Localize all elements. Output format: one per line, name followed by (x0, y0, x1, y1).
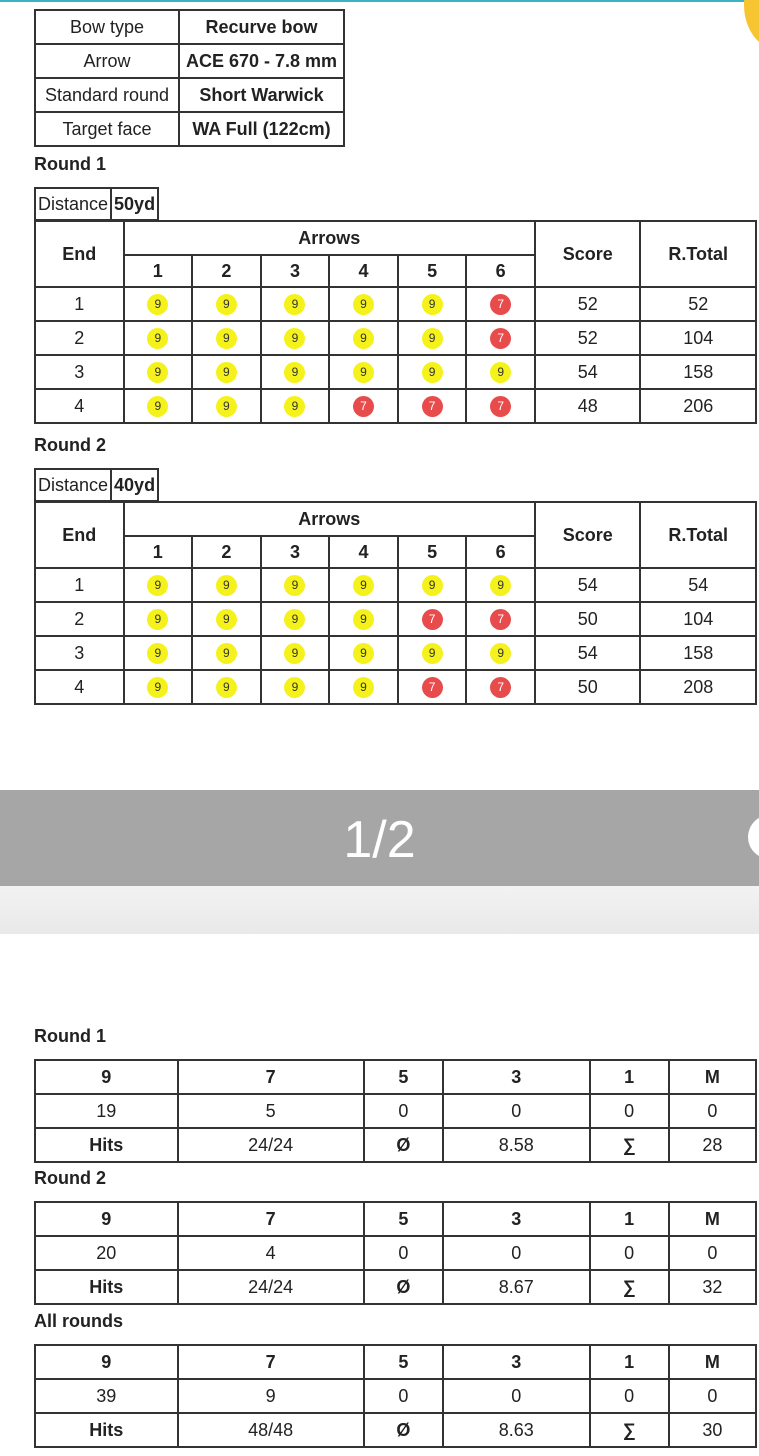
stat-count: 39 (35, 1379, 178, 1413)
arrow-cell (466, 568, 535, 602)
arrow-cell (329, 355, 398, 389)
arrow-score-badge: 9 (284, 643, 305, 664)
stat-col-header: 1 (590, 1345, 669, 1379)
arrow-cell (466, 389, 535, 423)
end-number: 4 (35, 670, 124, 704)
arrow-score-badge: 9 (284, 328, 305, 349)
stat-col-header: M (669, 1060, 756, 1094)
arrow-col-header: 3 (261, 536, 330, 568)
stat-count: 0 (364, 1379, 443, 1413)
arrow-col-header: 1 (124, 255, 193, 287)
running-total: 158 (640, 636, 756, 670)
arrow-cell (192, 355, 261, 389)
arrow-cell (124, 355, 193, 389)
distance-value: 50yd (111, 188, 158, 220)
end-number: 3 (35, 355, 124, 389)
end-score: 52 (535, 321, 641, 355)
stat-col-header: 7 (178, 1202, 364, 1236)
arrow-score-badge: 9 (147, 294, 168, 315)
arrow-score-badge: 7 (490, 609, 511, 630)
end-number: 4 (35, 389, 124, 423)
stat-col-header: 5 (364, 1202, 443, 1236)
sum-symbol: ∑ (590, 1270, 669, 1304)
arrow-cell (261, 670, 330, 704)
round-1-label: Round 1 (34, 154, 106, 174)
hits-value: 24/24 (178, 1270, 364, 1304)
average-symbol: Ø (364, 1128, 443, 1162)
arrow-cell (329, 321, 398, 355)
stat-col-header: M (669, 1202, 756, 1236)
stat-col-header: 1 (590, 1060, 669, 1094)
end-header: End (35, 221, 124, 287)
arrow-cell (192, 670, 261, 704)
arrow-score-badge: 9 (147, 575, 168, 596)
floating-action-button-edge[interactable] (744, 0, 759, 50)
stat-count: 0 (364, 1094, 443, 1128)
info-row-bow-type (35, 10, 344, 44)
hits-value: 24/24 (178, 1128, 364, 1162)
stat-count: 0 (590, 1094, 669, 1128)
average-value: 8.63 (443, 1413, 590, 1447)
end-score: 54 (535, 355, 641, 389)
sum-value: 28 (669, 1128, 756, 1162)
stat-col-header: 3 (443, 1202, 590, 1236)
info-value: Short Warwick (179, 78, 344, 112)
arrow-score-badge: 7 (490, 294, 511, 315)
stat-col-header: 9 (35, 1202, 178, 1236)
sum-value: 30 (669, 1413, 756, 1447)
round-2-distance (34, 468, 159, 502)
info-row-target-face (35, 112, 344, 146)
arrow-col-header: 1 (124, 536, 193, 568)
stat-count: 0 (364, 1236, 443, 1270)
hits-label: Hits (35, 1413, 178, 1447)
info-value: ACE 670 - 7.8 mm (179, 44, 344, 78)
arrow-score-badge: 7 (353, 396, 374, 417)
arrow-score-badge: 9 (422, 643, 443, 664)
stat-count: 0 (443, 1379, 590, 1413)
running-total: 104 (640, 602, 756, 636)
arrow-score-badge: 9 (216, 575, 237, 596)
arrow-score-badge: 9 (490, 575, 511, 596)
stats-section-label: Round 2 (34, 1168, 106, 1188)
arrow-score-badge: 9 (422, 328, 443, 349)
arrow-score-badge: 9 (353, 643, 374, 664)
stat-count: 0 (590, 1379, 669, 1413)
stat-header-row (35, 1202, 756, 1236)
round-2-label: Round 2 (34, 435, 106, 455)
arrow-cell (261, 321, 330, 355)
arrow-cell (192, 602, 261, 636)
arrow-cell (398, 321, 467, 355)
stat-header-row (35, 1060, 756, 1094)
stat-count: 0 (669, 1094, 756, 1128)
top-accent-line (0, 0, 759, 2)
end-score: 50 (535, 670, 641, 704)
arrow-cell (261, 287, 330, 321)
stat-summary-row (35, 1128, 756, 1162)
arrow-cell (398, 287, 467, 321)
equipment-info-table (34, 9, 345, 147)
arrow-col-header: 3 (261, 255, 330, 287)
end-row (35, 568, 756, 602)
end-header: End (35, 502, 124, 568)
stat-count: 0 (590, 1236, 669, 1270)
arrow-cell (466, 670, 535, 704)
info-label: Arrow (35, 44, 179, 78)
stat-col-header: 5 (364, 1060, 443, 1094)
arrow-cell (124, 321, 193, 355)
info-label: Bow type (35, 10, 179, 44)
arrow-cell (192, 636, 261, 670)
arrow-score-badge: 9 (147, 677, 168, 698)
info-value: Recurve bow (179, 10, 344, 44)
end-row (35, 355, 756, 389)
end-number: 1 (35, 568, 124, 602)
stat-col-header: 1 (590, 1202, 669, 1236)
stat-count: 0 (669, 1236, 756, 1270)
end-row (35, 287, 756, 321)
stat-count: 0 (669, 1379, 756, 1413)
arrow-score-badge: 9 (216, 328, 237, 349)
arrow-cell (261, 636, 330, 670)
end-number: 2 (35, 321, 124, 355)
arrow-col-header: 4 (329, 255, 398, 287)
arrow-score-badge: 7 (422, 609, 443, 630)
arrow-score-badge: 9 (216, 677, 237, 698)
arrow-score-badge: 9 (216, 396, 237, 417)
arrow-score-badge: 9 (284, 575, 305, 596)
average-value: 8.58 (443, 1128, 590, 1162)
distance-label: Distance (35, 188, 111, 220)
average-symbol: Ø (364, 1270, 443, 1304)
score-distribution-table (34, 1201, 757, 1305)
running-total: 104 (640, 321, 756, 355)
score-distribution-table (34, 1059, 757, 1163)
end-row (35, 389, 756, 423)
stat-count-row (35, 1236, 756, 1270)
arrow-col-header: 6 (466, 536, 535, 568)
arrow-score-badge: 9 (284, 362, 305, 383)
average-symbol: Ø (364, 1413, 443, 1447)
page-gap (0, 886, 759, 934)
average-value: 8.67 (443, 1270, 590, 1304)
arrow-score-badge: 9 (216, 609, 237, 630)
stat-col-header: 3 (443, 1060, 590, 1094)
info-value: WA Full (122cm) (179, 112, 344, 146)
info-row-standard-round (35, 78, 344, 112)
end-score: 48 (535, 389, 641, 423)
stat-col-header: 5 (364, 1345, 443, 1379)
arrow-score-badge: 9 (284, 677, 305, 698)
score-distribution-table (34, 1344, 757, 1448)
stat-col-header: 7 (178, 1345, 364, 1379)
arrow-score-badge: 9 (490, 362, 511, 383)
running-total: 206 (640, 389, 756, 423)
arrow-cell (466, 287, 535, 321)
arrow-col-header: 4 (329, 536, 398, 568)
arrow-col-header: 2 (192, 536, 261, 568)
arrow-cell (124, 389, 193, 423)
stat-count-row (35, 1379, 756, 1413)
end-row (35, 321, 756, 355)
stat-summary-row (35, 1413, 756, 1447)
arrow-cell (124, 636, 193, 670)
score-header: Score (535, 502, 641, 568)
stat-header-row (35, 1345, 756, 1379)
arrow-score-badge: 9 (284, 294, 305, 315)
arrow-cell (124, 287, 193, 321)
running-total: 208 (640, 670, 756, 704)
arrow-score-badge: 9 (147, 609, 168, 630)
info-label: Standard round (35, 78, 179, 112)
arrow-score-badge: 9 (353, 677, 374, 698)
running-total: 158 (640, 355, 756, 389)
arrow-score-badge: 9 (353, 328, 374, 349)
info-label: Target face (35, 112, 179, 146)
arrow-score-badge: 9 (147, 643, 168, 664)
arrow-score-badge: 9 (353, 294, 374, 315)
arrow-cell (329, 670, 398, 704)
arrow-cell (192, 287, 261, 321)
arrow-score-badge: 7 (490, 396, 511, 417)
end-number: 3 (35, 636, 124, 670)
end-row (35, 670, 756, 704)
end-number: 1 (35, 287, 124, 321)
arrow-score-badge: 7 (422, 677, 443, 698)
page-separator (0, 790, 759, 886)
round-1-ends-table (34, 220, 757, 424)
stats-section-label: Round 1 (34, 1026, 106, 1046)
arrow-score-badge: 9 (422, 362, 443, 383)
arrow-score-badge: 9 (353, 609, 374, 630)
arrow-score-badge: 9 (147, 396, 168, 417)
distance-value: 40yd (111, 469, 158, 501)
info-row-arrow (35, 44, 344, 78)
stat-col-header: 9 (35, 1060, 178, 1094)
arrow-col-header: 5 (398, 536, 467, 568)
arrow-score-badge: 9 (353, 575, 374, 596)
stat-col-header: 7 (178, 1060, 364, 1094)
end-number: 2 (35, 602, 124, 636)
arrow-cell (329, 287, 398, 321)
sum-value: 32 (669, 1270, 756, 1304)
sum-symbol: ∑ (590, 1413, 669, 1447)
running-total: 54 (640, 568, 756, 602)
arrow-cell (466, 355, 535, 389)
arrow-cell (398, 636, 467, 670)
arrow-cell (261, 389, 330, 423)
stat-count: 5 (178, 1094, 364, 1128)
hits-label: Hits (35, 1128, 178, 1162)
arrow-cell (329, 602, 398, 636)
arrow-cell (261, 602, 330, 636)
arrow-col-header: 5 (398, 255, 467, 287)
arrow-score-badge: 7 (490, 677, 511, 698)
stat-count: 9 (178, 1379, 364, 1413)
round-1-distance (34, 187, 159, 221)
sum-symbol: ∑ (590, 1128, 669, 1162)
arrow-cell (466, 321, 535, 355)
arrow-score-badge: 9 (422, 575, 443, 596)
arrow-cell (398, 602, 467, 636)
stat-count: 20 (35, 1236, 178, 1270)
stat-count: 0 (443, 1236, 590, 1270)
arrow-cell (261, 355, 330, 389)
arrow-cell (329, 389, 398, 423)
arrow-cell (124, 670, 193, 704)
arrow-score-badge: 9 (216, 362, 237, 383)
arrow-cell (261, 568, 330, 602)
arrow-cell (124, 602, 193, 636)
arrow-cell (466, 636, 535, 670)
end-score: 52 (535, 287, 641, 321)
arrow-score-badge: 9 (284, 396, 305, 417)
arrows-header: Arrows (124, 221, 535, 255)
end-row (35, 636, 756, 670)
arrow-score-badge: 9 (147, 328, 168, 349)
round-2-ends-table (34, 501, 757, 705)
stat-count: 4 (178, 1236, 364, 1270)
stat-col-header: M (669, 1345, 756, 1379)
arrow-col-header: 2 (192, 255, 261, 287)
running-total: 52 (640, 287, 756, 321)
arrows-header: Arrows (124, 502, 535, 536)
arrow-col-header: 6 (466, 255, 535, 287)
arrow-score-badge: 9 (490, 643, 511, 664)
arrow-cell (398, 670, 467, 704)
score-header: Score (535, 221, 641, 287)
end-score: 54 (535, 636, 641, 670)
rtotal-header: R.Total (640, 221, 756, 287)
end-row (35, 602, 756, 636)
hits-value: 48/48 (178, 1413, 364, 1447)
rtotal-header: R.Total (640, 502, 756, 568)
arrow-score-badge: 9 (284, 609, 305, 630)
arrow-cell (124, 568, 193, 602)
arrow-score-badge: 9 (216, 294, 237, 315)
arrow-cell (192, 389, 261, 423)
arrow-cell (192, 568, 261, 602)
arrow-cell (192, 321, 261, 355)
end-score: 54 (535, 568, 641, 602)
arrow-cell (466, 602, 535, 636)
stat-summary-row (35, 1270, 756, 1304)
stats-section-label: All rounds (34, 1311, 123, 1331)
arrow-score-badge: 9 (422, 294, 443, 315)
stat-count: 0 (443, 1094, 590, 1128)
stat-count: 19 (35, 1094, 178, 1128)
page-indicator: 1/2 (343, 811, 416, 869)
arrow-cell (398, 355, 467, 389)
arrow-cell (398, 389, 467, 423)
arrow-cell (398, 568, 467, 602)
stat-col-header: 9 (35, 1345, 178, 1379)
arrow-cell (329, 568, 398, 602)
arrow-score-badge: 7 (490, 328, 511, 349)
arrow-score-badge: 9 (216, 643, 237, 664)
arrow-cell (329, 636, 398, 670)
distance-label: Distance (35, 469, 111, 501)
arrow-score-badge: 9 (147, 362, 168, 383)
stat-col-header: 3 (443, 1345, 590, 1379)
hits-label: Hits (35, 1270, 178, 1304)
arrow-score-badge: 9 (353, 362, 374, 383)
stat-count-row (35, 1094, 756, 1128)
arrow-score-badge: 7 (422, 396, 443, 417)
end-score: 50 (535, 602, 641, 636)
